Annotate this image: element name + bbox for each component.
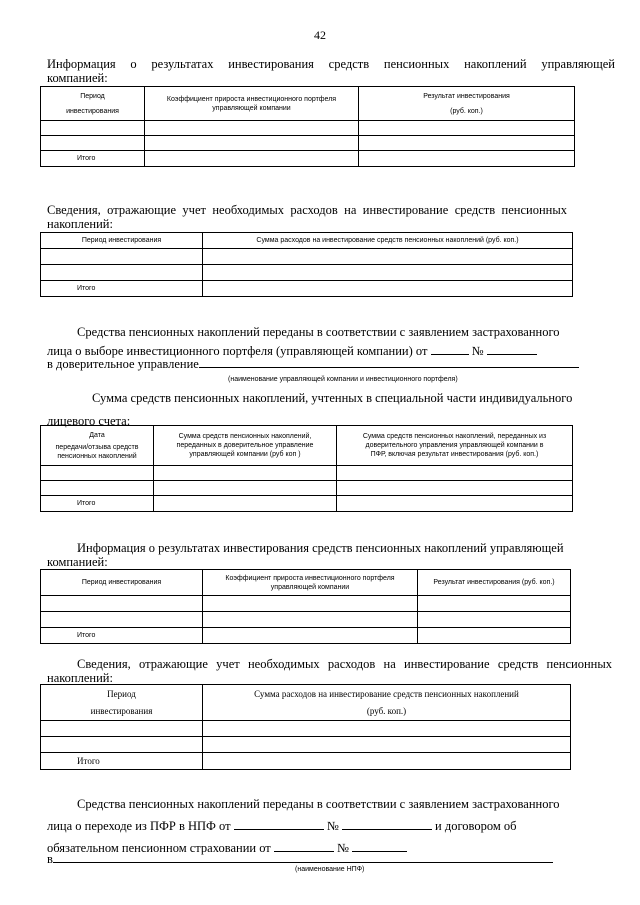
investment-results-table-2 (40, 569, 571, 644)
table-row (41, 481, 573, 496)
section7-line2-end: и договором об (435, 819, 517, 833)
section3-statement (47, 324, 587, 373)
section1-heading-line1: Информация о результатах инвестирования средств пенсионных накоплений управляющей (47, 57, 615, 71)
section5-heading (47, 540, 581, 571)
section1-heading (47, 56, 615, 87)
section4-heading (47, 390, 577, 430)
section4-line2: лицевого счета: (47, 414, 131, 428)
expenses-table-1 (40, 232, 573, 297)
table-row (41, 737, 571, 753)
section2-heading (47, 202, 567, 233)
total-label: Итого (41, 753, 203, 770)
table-row (41, 249, 573, 265)
pension-savings-table (40, 425, 573, 512)
total-label: Итого (41, 496, 154, 512)
column-header-date: Дата передачи/отзыва средств пенсионных накоплений (41, 426, 154, 466)
application-date-field[interactable] (431, 343, 469, 355)
table-row (41, 265, 573, 281)
section3-line2-text: лица о выборе инвестиционного портфеля (управляющей компании) от (47, 344, 428, 358)
column-header-expense-sum: Сумма расходов на инвестирование средств пенсионных накоплений (руб. коп.) (203, 233, 573, 249)
management-company-field[interactable] (199, 356, 579, 368)
page-number: 42 (314, 28, 326, 42)
section7-line2-text: лица о переходе из ПФР в НПФ от (47, 819, 231, 833)
column-header-period: Период инвестирования (41, 570, 203, 596)
section5-line2: компанией: (47, 555, 108, 569)
section3-line1: Средства пенсионных накоплений переданы в соответствии с заявлением застрахованного (77, 325, 560, 339)
section7-line2 (47, 818, 587, 835)
section3-caption: (наименование управляющей компании и инвестиционного портфеля) (228, 376, 458, 383)
section3-line3-text: в доверительное управление (47, 357, 199, 371)
column-header-period: Период инвестирования (41, 87, 145, 121)
total-label: Итого (41, 281, 203, 297)
table-row-total (41, 628, 571, 644)
table-row (41, 466, 573, 481)
transfer-application-number-field[interactable] (342, 818, 432, 830)
section6-heading (47, 656, 612, 687)
expenses-table-2 (40, 684, 571, 770)
column-header-coefficient: Коэффициент прироста инвестиционного портфеля управляющей компании (203, 570, 418, 596)
table-row (41, 596, 571, 612)
npf-name-field[interactable] (53, 851, 553, 863)
section7-caption: (наименование НПФ) (295, 866, 365, 873)
section7-line3-text: обязательном пенсионном страховании от (47, 841, 271, 855)
section1-heading-line2: компанией: (47, 71, 108, 85)
table-row (41, 121, 575, 136)
table-row-total (41, 753, 571, 770)
number-sign: № (337, 841, 349, 855)
column-header-returned-sum: Сумма средств пенсионных накоплений, переданных из доверительного управления управляющей компании в ПФР, включая результат инвестирования (руб. коп.) (337, 426, 573, 466)
table-row (41, 721, 571, 737)
number-sign: № (471, 344, 484, 358)
section7-statement (47, 796, 587, 857)
section3-line3 (47, 356, 587, 373)
transfer-application-date-field[interactable] (234, 818, 324, 830)
column-header-expense-sum: Сумма расходов на инвестирование средств пенсионных накоплений (руб. коп.) (203, 685, 571, 721)
column-header-result: Результат инвестирования (руб. коп.) (418, 570, 571, 596)
table-row (41, 136, 575, 151)
table-row (41, 612, 571, 628)
section7-line4-text: в (47, 852, 53, 866)
section5-line1: Информация о результатах инвестирования средств пенсионных накоплений управляющей (77, 541, 564, 555)
section6-line2: накоплений: (47, 671, 113, 685)
section7-line1: Средства пенсионных накоплений переданы в соответствии с заявлением застрахованного (77, 797, 560, 811)
table-row-total (41, 151, 575, 167)
section4-line1: Сумма средств пенсионных накоплений, учтенных в специальной части индивидуального (92, 391, 573, 405)
section2-heading-line2: накоплений: (47, 217, 113, 231)
column-header-coefficient: Коэффициент прироста инвестиционного портфеля управляющей компании (145, 87, 359, 121)
column-header-result: Результат инвестирования (руб. коп.) (359, 87, 575, 121)
application-number-field[interactable] (487, 343, 537, 355)
investment-results-table-1 (40, 86, 575, 167)
column-header-period: Период инвестирования (41, 233, 203, 249)
section2-heading-line1: Сведения, отражающие учет необходимых расходов на инвестирование средств пенсионных (47, 203, 567, 217)
table-row-total (41, 281, 573, 297)
table-row-total (41, 496, 573, 512)
column-header-transferred-sum: Сумма средств пенсионных накоплений, переданных в доверительное управление управляющей компании (руб коп ) (154, 426, 337, 466)
column-header-period: Период инвестирования (41, 685, 203, 721)
section6-line1: Сведения, отражающие учет необходимых расходов на инвестирование средств пенсионных (77, 657, 612, 671)
number-sign: № (326, 819, 339, 833)
total-label: Итого (41, 628, 203, 644)
total-label: Итого (41, 151, 145, 167)
